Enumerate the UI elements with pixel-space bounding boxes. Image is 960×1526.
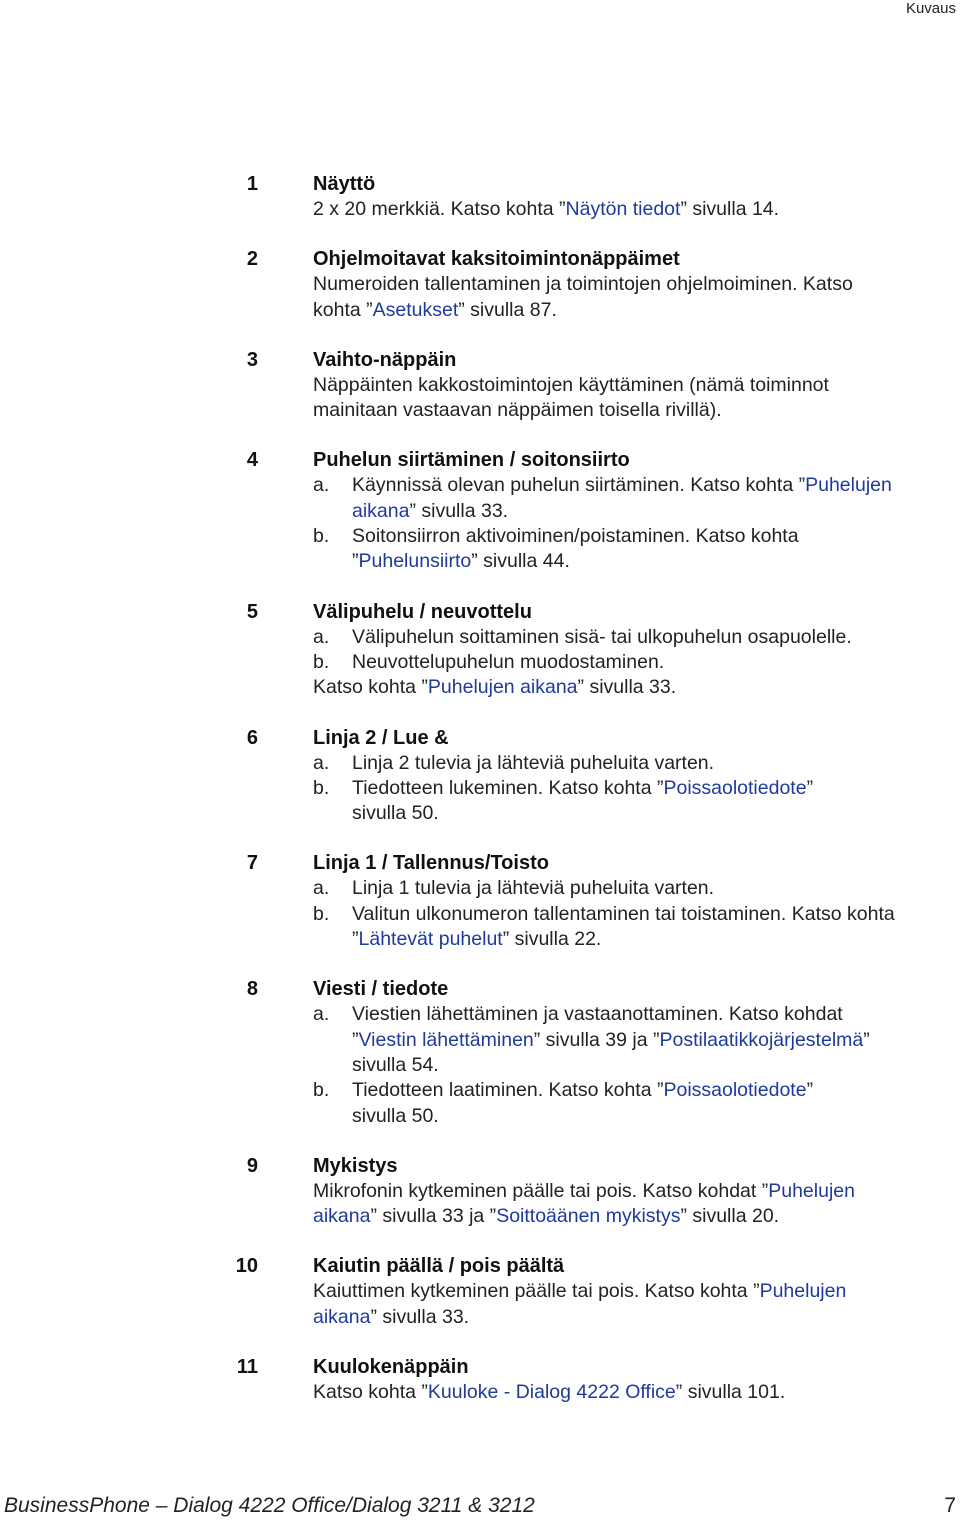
item-text: 2 x 20 merkkiä. Katso kohta ”Näytön tiedot” sivulla 14. [313,198,780,220]
page-number: 7 [944,1494,956,1517]
item-text: aikana” sivulla 33 ja ”Soittoäänen mykistys” sivulla 20. [313,1205,780,1228]
list-item-10 [0,1254,960,1330]
item-text: Katso kohta ”Kuuloke - Dialog 4222 Office” sivulla 101. [313,1381,786,1404]
list-item-6 [0,726,960,827]
sub-marker: b. [313,525,330,548]
sub-marker: a. [313,1003,330,1026]
item-title: Linja 2 / Lue & [313,726,449,749]
item-title: Linja 1 / Tallennus/Toisto [313,852,549,875]
sub-marker: a. [313,474,330,497]
item-number: 6 [246,726,258,749]
link-puhelujen-aikana[interactable]: aikana [352,499,410,522]
sub-item-b: b. Tiedotteen lukeminen. Katso kohta ”Poissaolotiedote” sivulla 50. [313,776,814,825]
link-puhelujen-aikana[interactable]: aikana [313,1205,371,1228]
link-poissaolotiedote[interactable]: Poissaolotiedote [663,1079,807,1102]
list-item-8 [0,977,960,1128]
sub-marker: b. [313,776,330,799]
item-number: 5 [246,600,258,623]
link-naytan-tiedot[interactable]: Näytön tiedot [565,198,681,220]
sub-marker: b. [313,650,330,673]
link-kuuloke[interactable]: Kuuloke - Dialog 4222 Office [427,1381,676,1404]
item-number: 8 [246,978,258,1001]
sub-item-b: b. Soitonsiirron aktivoiminen/poistaminen. Katso kohta ”Puhelunsiirto” sivulla 44. [313,525,799,573]
sub-marker: a. [313,877,330,900]
item-text: kohta ”Asetukset” sivulla 87. [313,298,557,321]
link-puhelujen-aikana[interactable]: Puhelujen [759,1280,847,1303]
link-lahtevat-puhelut[interactable]: Lähtevät puhelut [358,928,503,951]
link-puhelujen-aikana[interactable]: Puhelujen aikana [427,676,578,699]
section-header: Kuvaus [905,0,956,17]
list-item-9 [0,1154,960,1230]
link-poissaolotiedote[interactable]: Poissaolotiedote [663,776,807,799]
item-title: Puhelun siirtäminen / soitonsiirto [313,449,630,472]
list-item-1 [0,172,960,222]
footer-product-title: BusinessPhone – Dialog 4222 Office/Dialog 3211 & 3212 [4,1494,535,1517]
list-item-5 [0,600,960,701]
item-title: Näyttö [313,173,376,195]
sub-item-a: a. Käynnissä olevan puhelun siirtäminen. Katso kohta ”Puhelujen aikana” sivulla 33. [313,474,892,522]
list-item-11 [0,1355,960,1405]
list-item-2 [0,247,960,323]
sub-item-a: a. Linja 1 tulevia ja lähteviä puheluita varten. [313,876,953,901]
key-description-list [0,172,960,1430]
list-item-7 [0,851,960,952]
item-title: Kaiutin päällä / pois päältä [313,1255,565,1278]
link-postilaatikkojarjestelma[interactable]: Postilaatikkojärjestelmä [659,1028,864,1051]
item-title: Ohjelmoitavat kaksitoimintonäppäimet [313,248,680,271]
sub-item-b: b. Tiedotteen laatiminen. Katso kohta ”Poissaolotiedote” sivulla 50. [313,1079,814,1127]
list-item-3 [0,348,960,424]
item-text: aikana” sivulla 33. [313,1305,470,1328]
item-number: 3 [246,348,258,371]
item-number: 9 [246,1154,258,1177]
item-number: 10 [235,1255,258,1278]
sub-marker: b. [313,902,330,925]
link-asetukset[interactable]: Asetukset [372,298,459,321]
link-soittoaanen-mykistys[interactable]: Soittoäänen mykistys [496,1205,681,1228]
item-text: Katso kohta ”Puhelujen aikana” sivulla 33. [313,676,677,699]
link-puhelujen-aikana[interactable]: Puhelujen [768,1179,855,1202]
link-puhelujen-aikana[interactable]: aikana [313,1305,371,1328]
sub-item-a: a. Välipuhelun soittaminen sisä- tai ulkopuhelun osapuolelle. [313,625,953,650]
item-number: 4 [246,449,258,472]
sub-marker: a. [313,751,330,774]
item-number: 11 [236,1356,258,1379]
sub-item-b: b. Neuvottelupuhelun muodostaminen. [313,650,953,675]
item-text: Numeroiden tallentaminen ja toimintojen ohjelmoiminen. Katso [313,273,853,296]
link-puhelujen-aikana[interactable]: Puhelujen [805,474,892,497]
list-item-4 [0,448,960,574]
link-puhelunsiirto[interactable]: Puhelunsiirto [358,550,472,573]
item-text: mainitaan vastaavan näppäimen toisella rivillä). [313,399,722,422]
item-title: Mykistys [313,1154,398,1177]
sub-item-a: a. Linja 2 tulevia ja lähteviä puheluita varten. [313,751,953,776]
sub-marker: b. [313,1079,330,1102]
item-number: 7 [246,852,258,875]
item-number: 1 [246,173,258,195]
item-title: Viesti / tiedote [313,978,449,1001]
sub-item-a: a. Viestien lähettäminen ja vastaanottaminen. Katso kohdat ”Viestin lähettäminen” sivulla 39 ja ”Postilaatikkojärjestelmä” sivulla 54. [313,1003,870,1076]
link-viestin-lahettaminen[interactable]: Viestin lähettäminen [358,1028,534,1051]
item-title: Vaihto-näppäin [313,348,457,371]
item-text: Mikrofonin kytkeminen päälle tai pois. Katso kohdat ”Puhelujen [313,1179,855,1202]
sub-marker: a. [313,625,330,648]
item-text: Näppäinten kakkostoimintojen käyttäminen (nämä toiminnot [313,373,829,396]
item-title: Kuulokenäppäin [313,1356,469,1379]
item-text: Kaiuttimen kytkeminen päälle tai pois. Katso kohta ”Puhelujen [313,1280,847,1303]
sub-item-b: b. Valitun ulkonumeron tallentaminen tai toistaminen. Katso kohta ”Lähtevät puhelut” sivulla 22. [313,902,895,951]
item-title: Välipuhelu / neuvottelu [313,600,532,623]
item-number: 2 [246,248,258,271]
